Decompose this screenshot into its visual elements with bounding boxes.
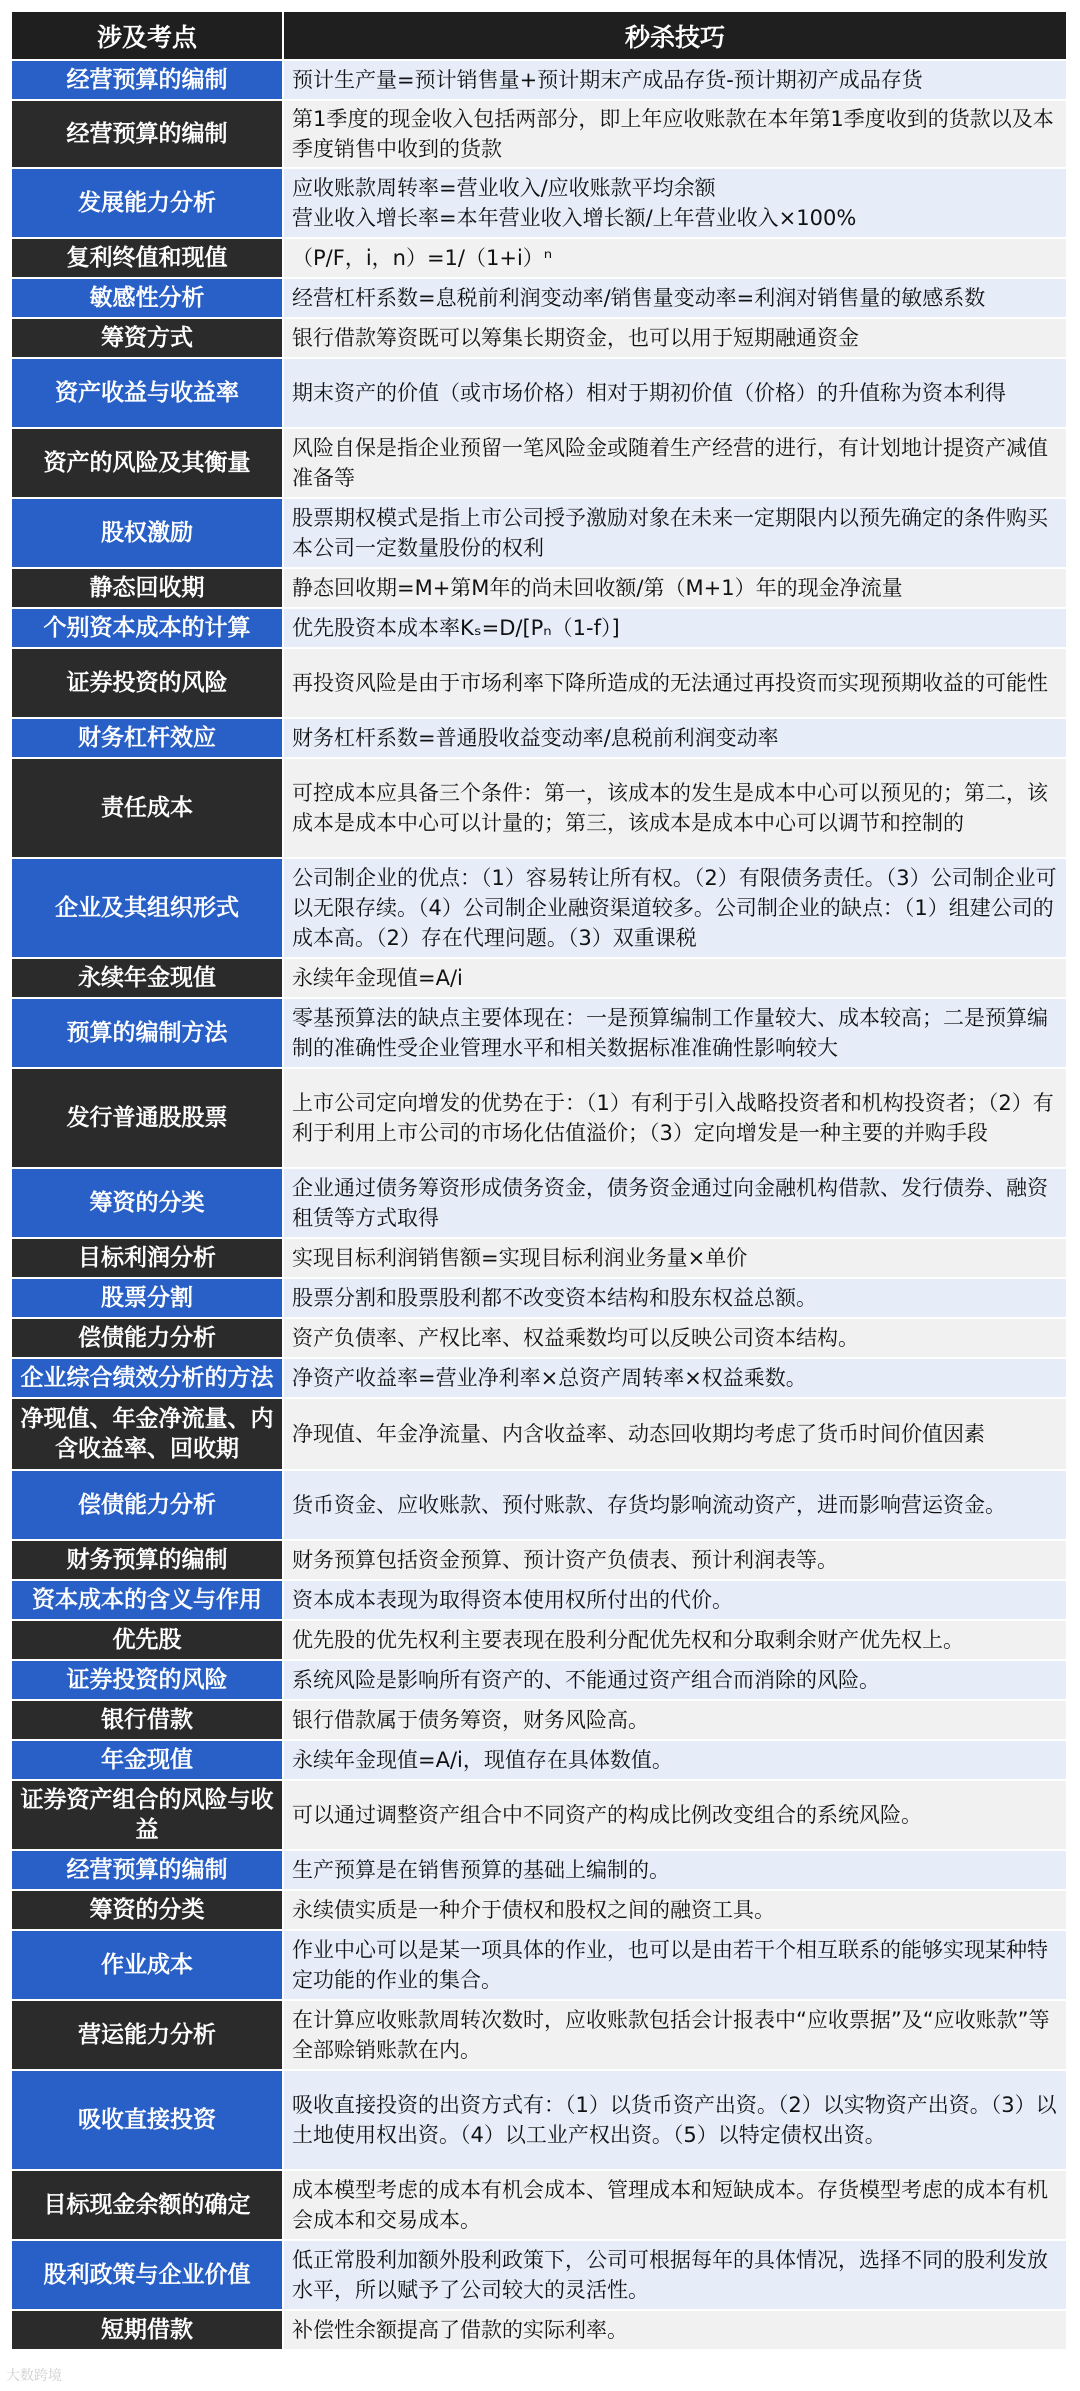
table-row bbox=[11, 1278, 1067, 1318]
topic-cell: 永续年金现值 bbox=[11, 958, 283, 998]
tip-cell: 股票期权模式是指上市公司授予激励对象在未来一定期限内以预先确定的条件购买本公司一定数量股份的权利 bbox=[283, 498, 1067, 568]
table-row bbox=[11, 1930, 1067, 2000]
exam-tips-table bbox=[10, 10, 1068, 2351]
topic-cell: 偿债能力分析 bbox=[11, 1470, 283, 1540]
tip-cell: 货币资金、应收账款、预付账款、存货均影响流动资产，进而影响营运资金。 bbox=[283, 1470, 1067, 1540]
table-row bbox=[11, 718, 1067, 758]
tip-cell: 净现值、年金净流量、内含收益率、动态回收期均考虑了货币时间价值因素 bbox=[283, 1398, 1067, 1470]
tip-cell: （P/F，i，n）=1/（1+i）ⁿ bbox=[283, 238, 1067, 278]
tip-cell: 实现目标利润销售额=实现目标利润业务量×单价 bbox=[283, 1238, 1067, 1278]
topic-cell: 股利政策与企业价值 bbox=[11, 2240, 283, 2310]
topic-cell: 目标利润分析 bbox=[11, 1238, 283, 1278]
tip-cell: 零基预算法的缺点主要体现在：一是预算编制工作量较大、成本较高；二是预算编制的准确性受企业管理水平和相关数据标准准确性影响较大 bbox=[283, 998, 1067, 1068]
table-row bbox=[11, 1398, 1067, 1470]
tip-cell: 在计算应收账款周转次数时，应收账款包括会计报表中“应收票据”及“应收账款”等全部赊销账款在内。 bbox=[283, 2000, 1067, 2070]
topic-cell: 筹资的分类 bbox=[11, 1890, 283, 1930]
topic-cell: 预算的编制方法 bbox=[11, 998, 283, 1068]
table-row bbox=[11, 1700, 1067, 1740]
tip-cell: 预计生产量=预计销售量+预计期末产成品存货-预计期初产成品存货 bbox=[283, 60, 1067, 100]
tip-cell: 上市公司定向增发的优势在于：（1）有利于引入战略投资者和机构投资者；（2）有利于利用上市公司的市场化估值溢价；（3）定向增发是一种主要的并购手段 bbox=[283, 1068, 1067, 1168]
table-row bbox=[11, 60, 1067, 100]
tip-cell: 期末资产的价值（或市场价格）相对于期初价值（价格）的升值称为资本利得 bbox=[283, 358, 1067, 428]
table-row bbox=[11, 358, 1067, 428]
table-row bbox=[11, 1470, 1067, 1540]
tip-cell: 再投资风险是由于市场利率下降所造成的无法通过再投资而实现预期收益的可能性 bbox=[283, 648, 1067, 718]
tip-cell: 财务预算包括资金预算、预计资产负债表、预计利润表等。 bbox=[283, 1540, 1067, 1580]
topic-cell: 发展能力分析 bbox=[11, 168, 283, 238]
watermark-text: 大数跨境 bbox=[6, 2368, 62, 2384]
topic-cell: 股票分割 bbox=[11, 1278, 283, 1318]
table-row bbox=[11, 318, 1067, 358]
table-row bbox=[11, 758, 1067, 858]
topic-cell: 净现值、年金净流量、内含收益率、回收期 bbox=[11, 1398, 283, 1470]
table-row bbox=[11, 1740, 1067, 1780]
table-row bbox=[11, 278, 1067, 318]
topic-cell: 责任成本 bbox=[11, 758, 283, 858]
tip-cell: 优先股的优先权利主要表现在股利分配优先权和分取剩余财产优先权上。 bbox=[283, 1620, 1067, 1660]
table-row bbox=[11, 858, 1067, 958]
table-row bbox=[11, 428, 1067, 498]
topic-cell: 资产收益与收益率 bbox=[11, 358, 283, 428]
tip-cell: 应收账款周转率=营业收入/应收账款平均余额 营业收入增长率=本年营业收入增长额/上年营业收入×100% bbox=[283, 168, 1067, 238]
tip-cell: 经营杠杆系数=息税前利润变动率/销售量变动率=利润对销售量的敏感系数 bbox=[283, 278, 1067, 318]
table-row bbox=[11, 648, 1067, 718]
topic-cell: 财务预算的编制 bbox=[11, 1540, 283, 1580]
topic-cell: 复利终值和现值 bbox=[11, 238, 283, 278]
table-row bbox=[11, 238, 1067, 278]
table-row bbox=[11, 998, 1067, 1068]
table-row bbox=[11, 1540, 1067, 1580]
tip-cell: 吸收直接投资的出资方式有：（1）以货币资产出资。（2）以实物资产出资。（3）以土地使用权出资。（4）以工业产权出资。（5）以特定债权出资。 bbox=[283, 2070, 1067, 2170]
topic-cell: 营运能力分析 bbox=[11, 2000, 283, 2070]
table-row bbox=[11, 100, 1067, 168]
table-row bbox=[11, 958, 1067, 998]
topic-cell: 筹资方式 bbox=[11, 318, 283, 358]
table-row bbox=[11, 608, 1067, 648]
table-row bbox=[11, 1620, 1067, 1660]
topic-cell: 证券资产组合的风险与收益 bbox=[11, 1780, 283, 1850]
tip-cell: 永续债实质是一种介于债权和股权之间的融资工具。 bbox=[283, 1890, 1067, 1930]
topic-cell: 敏感性分析 bbox=[11, 278, 283, 318]
table-row bbox=[11, 1168, 1067, 1238]
tip-cell: 作业中心可以是某一项具体的作业，也可以是由若干个相互联系的能够实现某种特定功能的作业的集合。 bbox=[283, 1930, 1067, 2000]
topic-cell: 作业成本 bbox=[11, 1930, 283, 2000]
table-row bbox=[11, 1238, 1067, 1278]
table-row bbox=[11, 2070, 1067, 2170]
tip-cell: 净资产收益率=营业净利率×总资产周转率×权益乘数。 bbox=[283, 1358, 1067, 1398]
topic-cell: 优先股 bbox=[11, 1620, 283, 1660]
tip-cell: 低正常股利加额外股利政策下，公司可根据每年的具体情况，选择不同的股利发放水平，所以赋予了公司较大的灵活性。 bbox=[283, 2240, 1067, 2310]
topic-cell: 经营预算的编制 bbox=[11, 60, 283, 100]
topic-cell: 资本成本的含义与作用 bbox=[11, 1580, 283, 1620]
table-row bbox=[11, 1068, 1067, 1168]
tip-cell: 补偿性余额提高了借款的实际利率。 bbox=[283, 2310, 1067, 2350]
tip-cell: 静态回收期=M+第M年的尚未回收额/第（M+1）年的现金净流量 bbox=[283, 568, 1067, 608]
topic-cell: 股权激励 bbox=[11, 498, 283, 568]
tip-cell: 股票分割和股票股利都不改变资本结构和股东权益总额。 bbox=[283, 1278, 1067, 1318]
topic-cell: 经营预算的编制 bbox=[11, 100, 283, 168]
table-row bbox=[11, 1780, 1067, 1850]
table-row bbox=[11, 568, 1067, 608]
table-header bbox=[11, 11, 1067, 60]
tip-cell: 企业通过债务筹资形成债务资金，债务资金通过向金融机构借款、发行债券、融资租赁等方式取得 bbox=[283, 1168, 1067, 1238]
table-row bbox=[11, 498, 1067, 568]
topic-cell: 吸收直接投资 bbox=[11, 2070, 283, 2170]
topic-cell: 证券投资的风险 bbox=[11, 648, 283, 718]
tip-cell: 资本成本表现为取得资本使用权所付出的代价。 bbox=[283, 1580, 1067, 1620]
topic-cell: 证券投资的风险 bbox=[11, 1660, 283, 1700]
tip-cell: 永续年金现值=A/i bbox=[283, 958, 1067, 998]
topic-cell: 企业及其组织形式 bbox=[11, 858, 283, 958]
tip-cell: 优先股资本成本率Kₛ=D/[Pₙ（1-f）] bbox=[283, 608, 1067, 648]
table-row bbox=[11, 1580, 1067, 1620]
topic-cell: 目标现金余额的确定 bbox=[11, 2170, 283, 2240]
table-row bbox=[11, 2170, 1067, 2240]
table-row bbox=[11, 168, 1067, 238]
table-row bbox=[11, 1890, 1067, 1930]
table-row bbox=[11, 1660, 1067, 1700]
tip-cell: 财务杠杆系数=普通股收益变动率/息税前利润变动率 bbox=[283, 718, 1067, 758]
table-body bbox=[11, 60, 1067, 2350]
tip-cell: 成本模型考虑的成本有机会成本、管理成本和短缺成本。存货模型考虑的成本有机会成本和交易成本。 bbox=[283, 2170, 1067, 2240]
tip-cell: 资产负债率、产权比率、权益乘数均可以反映公司资本结构。 bbox=[283, 1318, 1067, 1358]
topic-cell: 偿债能力分析 bbox=[11, 1318, 283, 1358]
topic-cell: 经营预算的编制 bbox=[11, 1850, 283, 1890]
tip-cell: 生产预算是在销售预算的基础上编制的。 bbox=[283, 1850, 1067, 1890]
topic-cell: 个别资本成本的计算 bbox=[11, 608, 283, 648]
tip-cell: 公司制企业的优点：（1）容易转让所有权。（2）有限债务责任。（3）公司制企业可以无限存续。（4）公司制企业融资渠道较多。公司制企业的缺点：（1）组建公司的成本高。（2）存在代理问题。（3）双重课税 bbox=[283, 858, 1067, 958]
topic-cell: 发行普通股股票 bbox=[11, 1068, 283, 1168]
topic-cell: 财务杠杆效应 bbox=[11, 718, 283, 758]
tip-cell: 风险自保是指企业预留一笔风险金或随着生产经营的进行，有计划地计提资产减值准备等 bbox=[283, 428, 1067, 498]
header-topic: 涉及考点 bbox=[11, 11, 283, 60]
table-row bbox=[11, 1318, 1067, 1358]
tip-cell: 永续年金现值=A/i，现值存在具体数值。 bbox=[283, 1740, 1067, 1780]
tip-cell: 银行借款属于债务筹资，财务风险高。 bbox=[283, 1700, 1067, 1740]
tip-cell: 第1季度的现金收入包括两部分，即上年应收账款在本年第1季度收到的货款以及本季度销售中收到的货款 bbox=[283, 100, 1067, 168]
topic-cell: 银行借款 bbox=[11, 1700, 283, 1740]
topic-cell: 短期借款 bbox=[11, 2310, 283, 2350]
topic-cell: 筹资的分类 bbox=[11, 1168, 283, 1238]
tip-cell: 银行借款筹资既可以筹集长期资金，也可以用于短期融通资金 bbox=[283, 318, 1067, 358]
topic-cell: 静态回收期 bbox=[11, 568, 283, 608]
table-row bbox=[11, 1358, 1067, 1398]
table-row bbox=[11, 2240, 1067, 2310]
table-row bbox=[11, 2310, 1067, 2350]
table-row bbox=[11, 2000, 1067, 2070]
topic-cell: 企业综合绩效分析的方法 bbox=[11, 1358, 283, 1398]
tip-cell: 可以通过调整资产组合中不同资产的构成比例改变组合的系统风险。 bbox=[283, 1780, 1067, 1850]
topic-cell: 资产的风险及其衡量 bbox=[11, 428, 283, 498]
tip-cell: 系统风险是影响所有资产的、不能通过资产组合而消除的风险。 bbox=[283, 1660, 1067, 1700]
tip-cell: 可控成本应具备三个条件：第一，该成本的发生是成本中心可以预见的；第二，该成本是成本中心可以计量的；第三，该成本是成本中心可以调节和控制的 bbox=[283, 758, 1067, 858]
topic-cell: 年金现值 bbox=[11, 1740, 283, 1780]
table-row bbox=[11, 1850, 1067, 1890]
header-tip: 秒杀技巧 bbox=[283, 11, 1067, 60]
